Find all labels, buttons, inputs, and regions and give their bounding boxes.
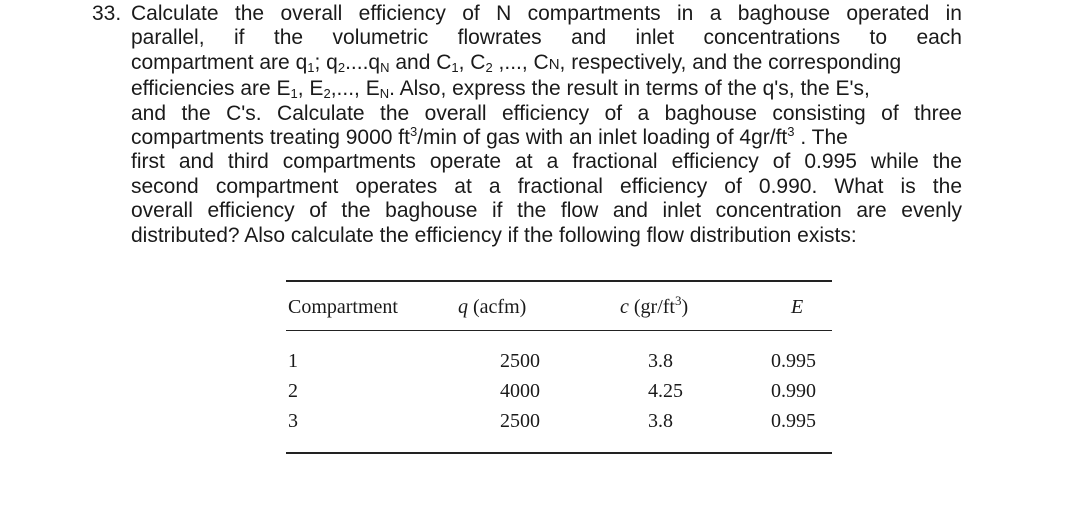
text-fragment: compartment are q bbox=[131, 50, 308, 74]
problem-line-3 bbox=[131, 51, 1068, 77]
subscript: 2 bbox=[337, 59, 346, 75]
text-fragment: compartments treating 9000 ft bbox=[131, 126, 410, 150]
small-caps-fragment: N bbox=[548, 55, 560, 73]
problem-line-2: parallel, if the volumetric flowrates and inlet concentrations to each bbox=[131, 26, 962, 50]
table-cell-concentration: 3.8 bbox=[648, 350, 673, 372]
table-cell-flowrate: 2500 bbox=[500, 410, 540, 432]
table-cell-flowrate: 4000 bbox=[500, 380, 540, 402]
subscript: 1 bbox=[290, 86, 298, 102]
text-fragment: ,..., C bbox=[492, 50, 549, 74]
superscript: 3 bbox=[409, 124, 418, 140]
problem-number: 33. bbox=[92, 2, 122, 25]
text-fragment: , E bbox=[297, 77, 324, 101]
text-fragment: efficiencies are E bbox=[131, 77, 291, 101]
header-c-symbol: c bbox=[620, 296, 629, 318]
header-flowrate bbox=[458, 296, 526, 319]
subscript: 2 bbox=[485, 59, 493, 75]
table-cell-efficiency: 0.995 bbox=[771, 350, 816, 372]
text-fragment: ,..., E bbox=[330, 77, 380, 101]
table-cell-concentration: 4.25 bbox=[648, 380, 683, 402]
header-concentration bbox=[620, 293, 689, 319]
text-fragment: , respectively, and the corresponding bbox=[559, 50, 902, 74]
table-cell-compartment: 2 bbox=[288, 380, 298, 402]
problem-line-5: and the C's. Calculate the overall efficiency of a baghouse consisting of three bbox=[131, 101, 962, 125]
subscript: N bbox=[380, 59, 390, 75]
table-top-rule bbox=[286, 280, 832, 282]
header-c-unit-close: ) bbox=[681, 296, 689, 318]
table-cell-compartment: 1 bbox=[288, 350, 298, 372]
subscript: 1 bbox=[451, 59, 459, 75]
problem-line-7: first and third compartments operate at a fractional efficiency of 0.995 while the bbox=[131, 150, 962, 174]
table-cell-flowrate: 2500 bbox=[500, 350, 540, 372]
header-q-symbol: q bbox=[458, 296, 468, 318]
table-cell-efficiency: 0.995 bbox=[771, 410, 816, 432]
text-fragment: , C bbox=[458, 50, 486, 74]
subscript: 1 bbox=[307, 59, 315, 75]
table-header-rule bbox=[286, 330, 832, 331]
table-cell-compartment: 3 bbox=[288, 410, 298, 432]
header-c-unit: (gr/ft bbox=[628, 296, 675, 318]
problem-line-9: overall efficiency of the baghouse if the flow and inlet concentration are evenly bbox=[131, 199, 962, 223]
text-fragment: . The bbox=[794, 126, 848, 150]
text-fragment: ; q bbox=[314, 50, 338, 74]
table-cell-concentration: 3.8 bbox=[648, 410, 673, 432]
header-compartment: Compartment bbox=[288, 296, 398, 318]
problem-line-4 bbox=[131, 77, 1068, 101]
text-fragment: ....q bbox=[345, 50, 381, 74]
text-fragment: and C bbox=[389, 50, 452, 74]
problem-line-10: distributed? Also calculate the efficiency if the following flow distribution exists: bbox=[131, 223, 857, 247]
subscript: 2 bbox=[323, 86, 331, 102]
problem-line-8: second compartment operates at a fractional efficiency of 0.990. What is the bbox=[131, 174, 962, 198]
text-fragment: . Also, express the result in terms of the q's, the E's, bbox=[389, 77, 870, 101]
problem-line-1: Calculate the overall efficiency of N compartments in a baghouse operated in bbox=[131, 2, 962, 25]
header-e-symbol: E bbox=[791, 296, 804, 318]
table-bottom-rule bbox=[286, 452, 832, 454]
text-fragment: /min of gas with an inlet loading of 4gr/ft bbox=[417, 126, 788, 150]
problem-statement bbox=[92, 2, 1068, 248]
table-cell-efficiency: 0.990 bbox=[771, 380, 816, 402]
problem-line-6 bbox=[131, 126, 1068, 150]
superscript: 3 bbox=[787, 124, 795, 140]
header-q-unit: (acfm) bbox=[468, 296, 527, 318]
header-c-unit-exponent: 3 bbox=[674, 293, 682, 308]
header-efficiency bbox=[791, 296, 803, 319]
subscript: N bbox=[379, 86, 390, 102]
